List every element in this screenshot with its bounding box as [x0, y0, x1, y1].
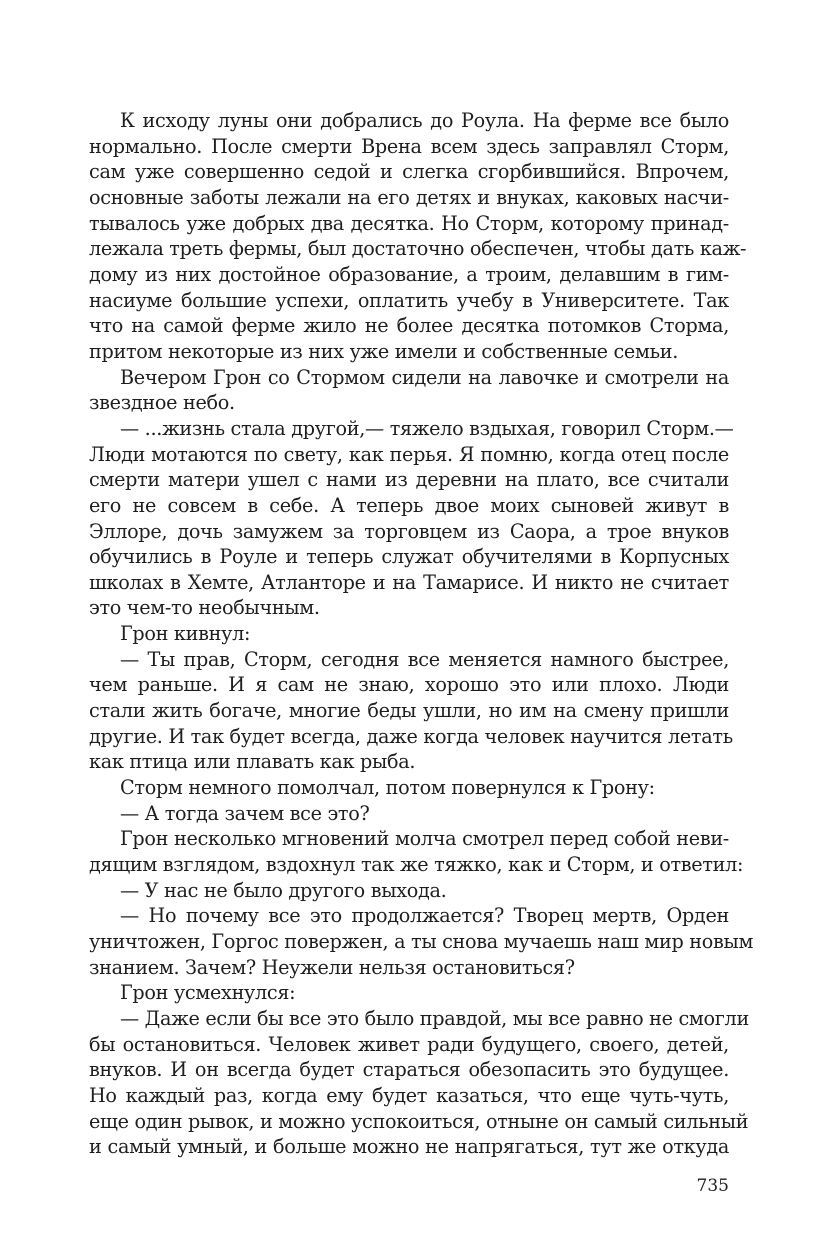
- text-line: притом некоторые из них уже имели и собственные семьи.: [89, 339, 679, 363]
- text-line: Грон кивнул:: [120, 622, 251, 646]
- text-line: это чем-то необычным.: [89, 596, 320, 620]
- text-line: дому из них достойное образование, а троим, делавшим в гим-: [89, 262, 729, 286]
- text-line: основные заботы лежали на его детях и внуках, каковых насчи-: [89, 185, 729, 209]
- text-line: — Но почему все это продолжается? Творец мертв, Орден: [120, 904, 729, 928]
- body-text: [89, 108, 754, 1160]
- text-line: знанием. Зачем? Неужели нельзя остановиться?: [89, 955, 575, 979]
- text-line: Вечером Грон со Стормом сидели на лавочке и смотрели на: [120, 365, 729, 389]
- text-line: Сторм немного помолчал, потом повернулся к Грону:: [120, 776, 655, 800]
- text-line: насиуме большие успехи, оплатить учебу в Университете. Так: [89, 288, 729, 312]
- text-line: его не совсем в себе. А теперь двое моих сыновей живут в: [89, 493, 729, 517]
- text-line: нормально. После смерти Врена всем здесь заправлял Сторм,: [89, 134, 729, 158]
- text-line: — Ты прав, Сторм, сегодня все меняется намного быстрее,: [120, 647, 729, 671]
- text-line: чем раньше. И я сам не знаю, хорошо это или плохо. Люди: [89, 673, 729, 697]
- text-line: лежала треть фермы, был достаточно обеспечен, чтобы дать каж-: [89, 237, 747, 261]
- text-line: обучились в Роуле и теперь служат обучителями в Корпусных: [89, 545, 729, 569]
- text-line: уничтожен, Горгос повержен, а ты снова мучаешь наш мир новым: [89, 930, 754, 953]
- text-line: — Даже если бы все это было правдой, мы все равно не смогли: [120, 1006, 749, 1030]
- text-line: другие. И так будет всегда, даже когда человек научится летать: [89, 724, 733, 748]
- text-line: Люди мотаются по свету, как перья. Я помню, когда отец после: [89, 442, 729, 466]
- text-line: звездное небо.: [89, 391, 235, 415]
- text-line: как птица или плавать как рыба.: [89, 750, 416, 774]
- text-line: Грон несколько мгновений молча смотрел перед собой неви-: [120, 827, 729, 851]
- text-line: стали жить богаче, многие беды ушли, но им на смену пришли: [89, 699, 729, 723]
- text-line: — А тогда зачем все это?: [120, 801, 370, 825]
- text-line: — У нас не было другого выхода.: [120, 878, 447, 902]
- text-line: сам уже совершенно седой и слегка сгорбившийся. Впрочем,: [89, 160, 729, 184]
- text-line: бы остановиться. Человек живет ради будущего, своего, детей,: [89, 1032, 729, 1056]
- text-line: К исходу луны они добрались до Роула. На ферме все было: [120, 109, 729, 132]
- text-line: Грон усмехнулся:: [120, 981, 296, 1005]
- text-line: школах в Хемте, Атланторе и на Тамарисе. И никто не считает: [89, 570, 729, 594]
- text-line: что на самой ферме жило не более десятка потомков Сторма,: [89, 314, 729, 338]
- text-line: внуков. И он всегда будет стараться обезопасить это будущее.: [89, 1058, 729, 1082]
- text-line: еще один рывок, и можно успокоиться, отныне он самый сильный: [89, 1109, 749, 1133]
- text-line: Эллоре, дочь замужем за торговцем из Саора, а трое внуков: [89, 519, 729, 543]
- text-line: и самый умный, и больше можно не напрягаться, тут же откуда: [89, 1135, 729, 1159]
- text-line: дящим взглядом, вздохнул так же тяжко, как и Сторм, и ответил:: [89, 853, 744, 877]
- page-number: 735: [696, 1176, 729, 1196]
- text-line: — ...жизнь стала другой,— тяжело вздыхая, говорил Сторм.—: [120, 416, 734, 440]
- text-line: смерти матери ушел с нами из деревни на плато, все считали: [89, 468, 729, 492]
- text-line: Но каждый раз, когда ему будет казаться, что еще чуть-чуть,: [89, 1083, 729, 1107]
- text-line: тывалось уже добрых два десятка. Но Сторм, которому принад-: [89, 211, 729, 235]
